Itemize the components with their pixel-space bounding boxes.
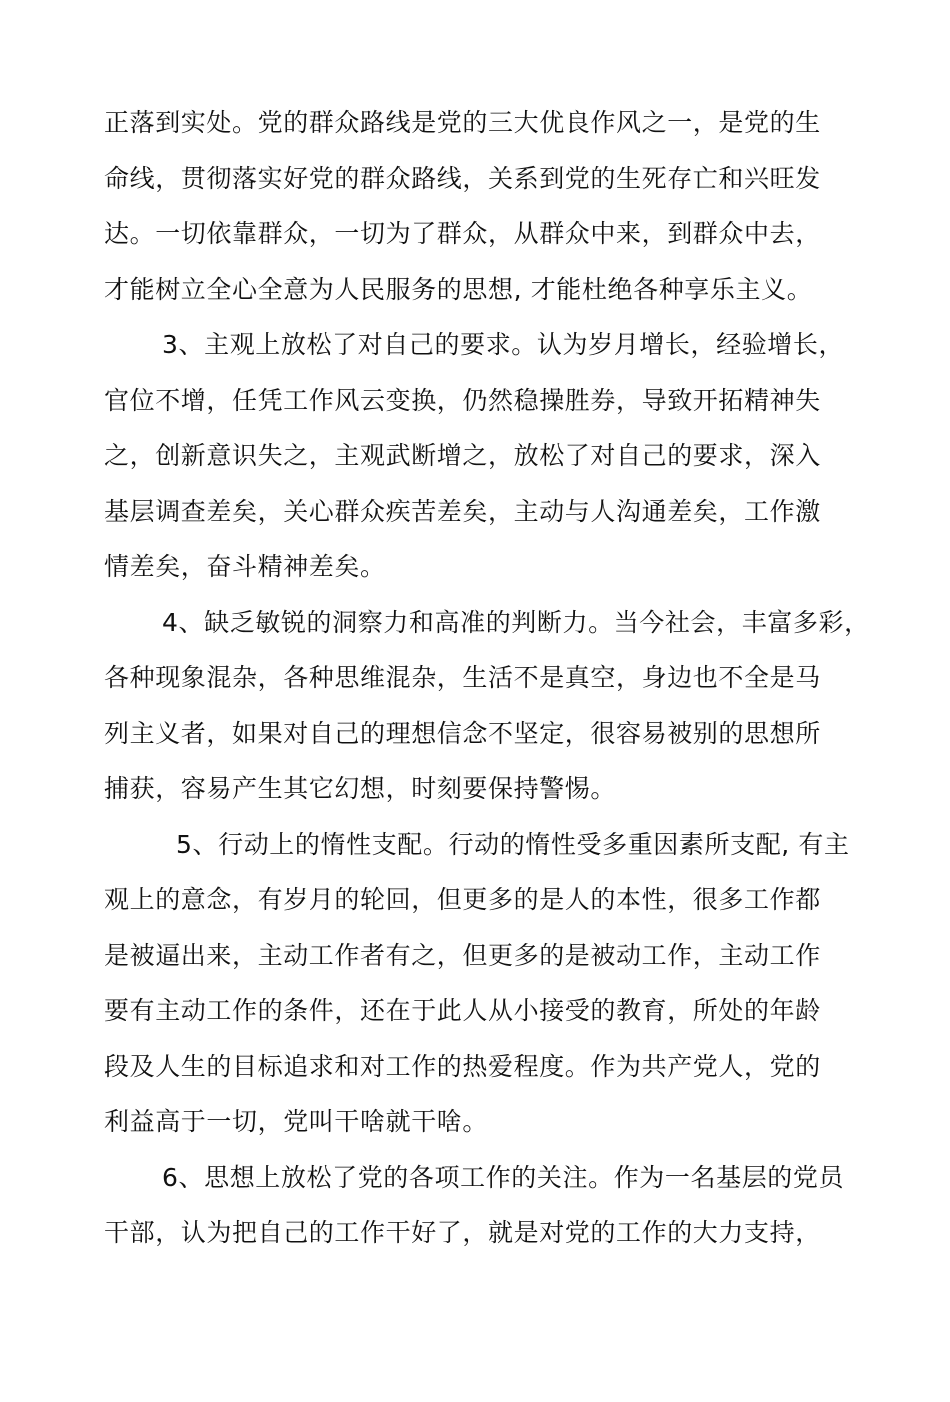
document-body bbox=[104, 95, 870, 1261]
text-line: 观上的意念，有岁月的轮回，但更多的是人的本性，很多工作都 bbox=[104, 885, 821, 914]
text-line: 情差矣，奋斗精神差矣。 bbox=[104, 552, 386, 581]
paragraph-6-first-line: 6、思想上放松了党的各项工作的关注。作为一名基层的党员 bbox=[162, 1162, 845, 1192]
text-line: 段及人生的目标追求和对工作的热爱程度。作为共产党人，党的 bbox=[104, 1051, 821, 1081]
text-line: 利益高于一切，党叫干啥就干啥。 bbox=[104, 1107, 489, 1136]
text-line: 才能树立全心全意为人民服务的思想, 才能杜绝各种享乐主义。 bbox=[104, 274, 813, 304]
paragraph-4-first-line: 4、缺乏敏锐的洞察力和高准的判断力。当今社会，丰富多彩， bbox=[162, 607, 870, 637]
text-line: 要有主动工作的条件，还在于此人从小接受的教育，所处的年龄 bbox=[104, 996, 821, 1025]
text-line: 基层调查差矣，关心群众疾苦差矣，主动与人沟通差矣，工作激 bbox=[104, 496, 821, 526]
text-line: 命线，贯彻落实好党的群众路线，关系到党的生死存亡和兴旺发 bbox=[104, 163, 821, 193]
paragraph-3-first-line: 3、主观上放松了对自己的要求。认为岁月增长，经验增长， bbox=[162, 330, 845, 359]
text-line: 干部，认为把自己的工作干好了，就是对党的工作的大力支持， bbox=[104, 1218, 821, 1247]
text-line: 是被逼出来，主动工作者有之，但更多的是被动工作，主动工作 bbox=[104, 940, 821, 970]
text-line: 各种现象混杂，各种思维混杂，生活不是真空，身边也不全是马 bbox=[104, 663, 821, 692]
text-line: 官位不增，任凭工作风云变换，仍然稳操胜券，导致开拓精神失 bbox=[104, 385, 821, 415]
text-line: 达。一切依靠群众，一切为了群众，从群众中来，到群众中去， bbox=[104, 219, 821, 248]
text-line: 之，创新意识失之，主观武断增之，放松了对自己的要求，深入 bbox=[104, 441, 821, 470]
text-line: 列主义者，如果对自己的理想信念不坚定，很容易被别的思想所 bbox=[104, 718, 821, 748]
text-line: 捕获，容易产生其它幻想，时刻要保持警惕。 bbox=[104, 774, 617, 803]
text-line: 正落到实处。党的群众路线是党的三大优良作风之一，是党的生 bbox=[104, 108, 821, 137]
paragraph-5-first-line: 5、行动上的惰性支配。行动的惰性受多重因素所支配, 有主 bbox=[176, 829, 850, 859]
